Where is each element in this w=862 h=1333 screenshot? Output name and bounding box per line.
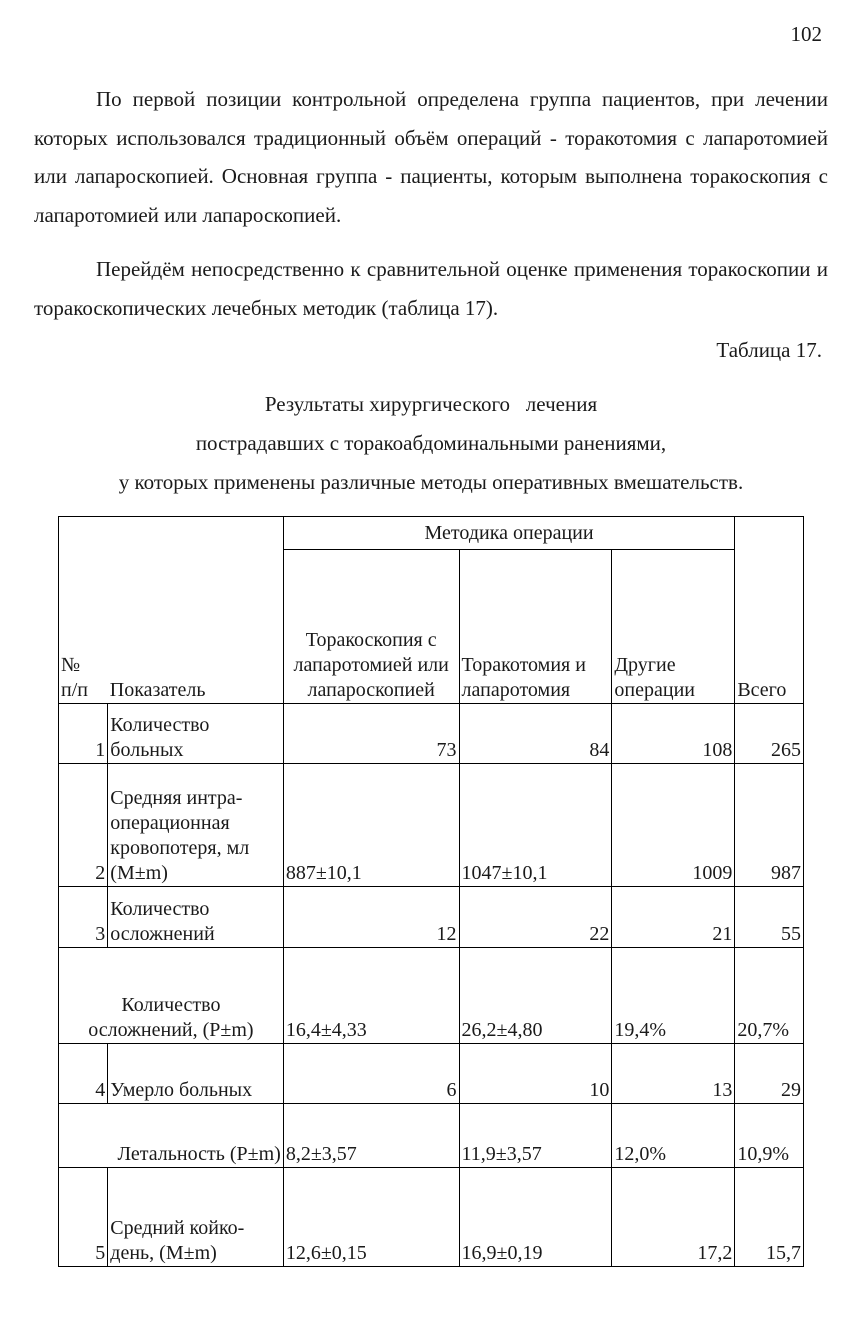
- header-thoracotomy: Торакотомия и лапаротомия: [459, 550, 612, 704]
- row-indicator: Количество осложнений, (P±m): [59, 948, 284, 1044]
- row-number: 1: [59, 704, 108, 764]
- paragraph-control-group: По первой позиции контрольной определена группа пациентов, при лечении которых использовался традиционный объём операций - торакотомия с лапаротомией или лапароскопией. Основная группа - пациенты, которым выполнена торакоскопия с лапаротомией или лапароскопией.: [34, 87, 828, 227]
- cell-method1: 8,2±3,57: [283, 1104, 459, 1168]
- cell-method1: 16,4±4,33: [283, 948, 459, 1044]
- cell-method2: 11,9±3,57: [459, 1104, 612, 1168]
- table-row: [59, 1104, 804, 1168]
- cell-total: 20,7%: [735, 948, 804, 1044]
- header-total: Всего: [735, 517, 804, 704]
- row-number: 3: [59, 887, 108, 948]
- cell-method2: 16,9±0,19: [459, 1168, 612, 1267]
- table-title-line: у которых применены различные методы оперативных вмешательств.: [118, 470, 744, 494]
- table-title-line: Результаты хирургического лечения: [264, 392, 598, 416]
- header-indicator: Показатель: [108, 517, 284, 704]
- cell-method2: 10: [459, 1044, 612, 1104]
- cell-method2: 1047±10,1: [459, 764, 612, 887]
- table-row: [59, 704, 804, 764]
- table-row: [59, 764, 804, 887]
- header-other-operations: Другие операции: [612, 550, 735, 704]
- cell-method2: 84: [459, 704, 612, 764]
- table-title-line: пострадавших с торакоабдоминальными ранениями,: [195, 431, 667, 455]
- table-row: [59, 1168, 804, 1267]
- table-title: [0, 385, 862, 502]
- cell-method1: 73: [283, 704, 459, 764]
- row-indicator: Средний койко-день, (M±m): [108, 1168, 284, 1267]
- row-indicator: Летальность (P±m): [59, 1104, 284, 1168]
- cell-total: 29: [735, 1044, 804, 1104]
- cell-method3: 108: [612, 704, 735, 764]
- cell-method1: 12: [283, 887, 459, 948]
- row-number: 2: [59, 764, 108, 887]
- cell-method3: 19,4%: [612, 948, 735, 1044]
- results-table: [58, 516, 804, 1267]
- paragraph-comparison: Перейдём непосредственно к сравнительной оценке применения торакоскопии и торакоскопических лечебных методик (таблица 17).: [34, 257, 828, 320]
- row-number: 5: [59, 1168, 108, 1267]
- cell-total: 15,7: [735, 1168, 804, 1267]
- table-row: [59, 887, 804, 948]
- header-number: № п/п: [59, 517, 108, 704]
- row-indicator: Количество осложнений: [108, 887, 284, 948]
- table-row: [59, 1044, 804, 1104]
- cell-method1: 12,6±0,15: [283, 1168, 459, 1267]
- header-method-group: Методика операции: [283, 517, 735, 550]
- cell-method1: 887±10,1: [283, 764, 459, 887]
- row-indicator: Средняя интра-операционная кровопотеря, мл (M±m): [108, 764, 284, 887]
- cell-method1: 6: [283, 1044, 459, 1104]
- cell-total: 987: [735, 764, 804, 887]
- page-number: 102: [790, 22, 822, 46]
- table-row: [59, 948, 804, 1044]
- row-indicator: Умерло больных: [108, 1044, 284, 1104]
- row-number: 4: [59, 1044, 108, 1104]
- cell-method3: 21: [612, 887, 735, 948]
- cell-total: 10,9%: [735, 1104, 804, 1168]
- row-indicator: Количество больных: [108, 704, 284, 764]
- cell-method3: 12,0%: [612, 1104, 735, 1168]
- cell-method3: 13: [612, 1044, 735, 1104]
- cell-method2: 26,2±4,80: [459, 948, 612, 1044]
- cell-method3: 17,2: [612, 1168, 735, 1267]
- cell-total: 55: [735, 887, 804, 948]
- table-caption: Таблица 17.: [716, 338, 822, 362]
- cell-total: 265: [735, 704, 804, 764]
- header-thoracoscopy: Торакоскопия с лапаротомией или лапароскопией: [283, 550, 459, 704]
- cell-method2: 22: [459, 887, 612, 948]
- cell-method3: 1009: [612, 764, 735, 887]
